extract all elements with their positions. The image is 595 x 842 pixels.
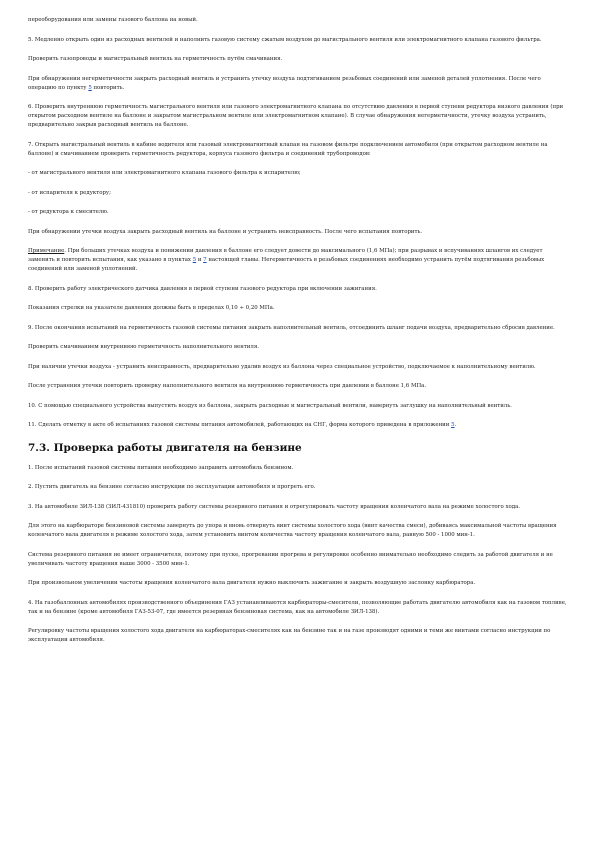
paragraph-leak-valve: При наличии утечки воздуха - устранить неисправность, предварительно удалив воздух из баллона через специальное устройство, подключаемое к наполнительному вентилю. [28, 363, 536, 370]
note-text: . При больших утечках воздуха и понижении давления в баллоне его следует довести до максимального (1,6 МПа); при разрывах и вспучиваниях шлангов их следует заменить и повторить испытания, как указано в пунктах [28, 248, 543, 263]
paragraph-step-10: 10. С помощью специального устройства выпустить воздух из баллона, закрыть расходные и магистральный вентили, навернуть заглушку на наполнительный вентиль. [28, 402, 512, 409]
paragraph-reserve-system: Система резервного питания не имеет ограничителя, поэтому при пуске, прогревании прогрева и регулировке особенно внимательно необходимо следить за работой двигателя и не увеличивать частоту вращения выше 3000 - 3500 мин-1. [28, 551, 553, 567]
section-heading: 7.3. Проверка работы двигателя на бензине [28, 441, 302, 454]
paragraph-step-9: 9. После окончания испытаний на герметичность газовой системы питания закрыть наполнительный вентиль, отсоединить шланг подачи воздуха, предварительно сбросив давление. [28, 324, 555, 331]
note-label: Примечание [28, 248, 65, 254]
paragraph-section-step-1: 1. После испытаний газовой системы питания необходимо заправить автомобиль бензином. [28, 464, 294, 471]
paragraph-check-valve: Проверить смачиванием внутреннюю герметичность наполнительного вентиля. [28, 344, 259, 350]
paragraph-step-5: 5. Медленно открыть один из расходных вентилей и наполнить газовую систему сжатым воздухом до магистрального вентиля или электромагнитного клапана газового фильтра. [28, 36, 542, 43]
link-item-5[interactable]: 5 [88, 84, 92, 91]
paragraph-indicator: Показания стрелки на указателе давления должны быть в пределах 0,10 ÷ 0,20 МПа. [28, 305, 275, 311]
paragraph-repeat-check: После устранения утечки повторить проверку наполнительного вентиля на внутреннюю герметичность при давлении в баллоне 1,6 МПа. [28, 383, 427, 389]
paragraph-step-6: 6. Проверить внутреннюю герметичность магистрального вентиля или газового электромагнитного клапана по отсутствию давления в первой ступени редуктора низкого давления (при открытом расходном вентиле на баллоне и закрытом магистральном вентиле или электромагнитном клапане). В случае обнаружения негерметичности, утечку воздуха устранить, предварительно закрыв расходный вентиль на баллоне. [28, 104, 564, 128]
paragraph-intro: переоборудования или замены газового баллона на новый. [28, 17, 198, 23]
paragraph-check-wetting: Проверить газопроводы и магистральный вентиль на герметичность путём смачивания. [28, 56, 283, 62]
paragraph-step-8: 8. Проверить работу электрического датчика давления в первой ступени газового редуктора при включении зажигания. [28, 285, 377, 292]
note-conj: и [196, 257, 204, 263]
list-item-evaporator: - от магистрального вентиля или электромагнитного клапана газового фильтра к испарителю; [28, 170, 301, 176]
list-item-mixer: - от редуктора к смесителю. [28, 209, 109, 215]
leak-fix-tail: повторить. [91, 84, 125, 91]
link-item-5[interactable]: 5 [192, 257, 197, 263]
link-appendix-5[interactable]: 5 [451, 422, 455, 428]
paragraph-section-step-2: 2. Пустить двигатель на бензине согласно инструкции по эксплуатации автомобиля и прогреть его. [28, 484, 316, 490]
step-11-tail: . [454, 422, 457, 428]
paragraph-speed-increase: При произвольном увеличении частоты вращения коленчатого вала двигателя нужно выключить зажигание и закрыть воздушную заслонку карбюратора. [28, 580, 476, 586]
note-end: настоящей главы. Негерметичность в резьбовых соединениях необходимо устранить путём подтягивания резьбовых соединений или заменой уплотнений. [28, 257, 545, 272]
paragraph-leak-fix [28, 75, 568, 93]
paragraph-section-step-4: 4. На газобаллонных автомобилях производственного объединения ГАЗ устанавливаются карбюраторы-смесители, позволяющие работать двигателю автомобиля как на газовом топливе, так и на бензине (кроме автомобиля ГАЗ-53-07, где имеется резервная бензиновая система, как на автомобиле ЗИЛ-138). [28, 599, 567, 615]
paragraph-step-7: 7. Открыть магистральный вентиль в кабине водителя или газовый электромагнитный клапан на газовом фильтре подключением автомобиля (при открытом расходном вентиле на баллоне) и смачиванием проверить герметичность редуктора, корпуса газового фильтра и соединений трубопроводов: [28, 141, 548, 157]
step-11-text: 11. Сделать отметку в акте об испытаниях газовой системы питания автомобилей, работающих на СНГ, форма которого приведена в приложении [28, 422, 452, 428]
leak-fix-text: При обнаружении негерметичности закрыть расходный вентиль и устранить утечку воздуха подтягиванием резьбовых соединений или заменой деталей уплотнения. После чего операцию по пункту [28, 75, 541, 91]
paragraph-section-step-3: 3. На автомобиле ЗИЛ-138 (ЗИЛ-431810) проверить работу системы резервного питания и отрегулировать частоту вращения коленчатого вала на режиме холостого хода. [28, 503, 520, 510]
paragraph-carburetor: Для этого на карбюраторе бензиновой системы завернуть до упора и вновь отвернуть винт системы холостого хода (винт качества смеси), добиваясь максимальной частоты вращения коленчатого вала двигателя в режиме холостого хода, затем установить винтом количества частоту вращения коленчатого вала, равную 500 - 1000 мин-1. [28, 523, 557, 538]
document-page [28, 16, 568, 656]
paragraph-idle-adjust: Регулировку частоты вращения холостого хода двигателя на карбюраторах-смесителях как на бензине так и на газе производят одними и теми же винтами согласно инструкции по эксплуатации автомобиля. [28, 628, 551, 643]
list-item-reducer: - от испарителя к редуктору; [28, 189, 111, 196]
paragraph-leak-repeat: При обнаружении утечки воздуха закрыть расходный вентиль на баллоне и устранить неисправность. После чего испытания повторить. [28, 228, 423, 235]
paragraph-note [28, 247, 568, 274]
paragraph-step-11 [28, 421, 568, 430]
link-item-7[interactable]: 7 [203, 257, 207, 263]
